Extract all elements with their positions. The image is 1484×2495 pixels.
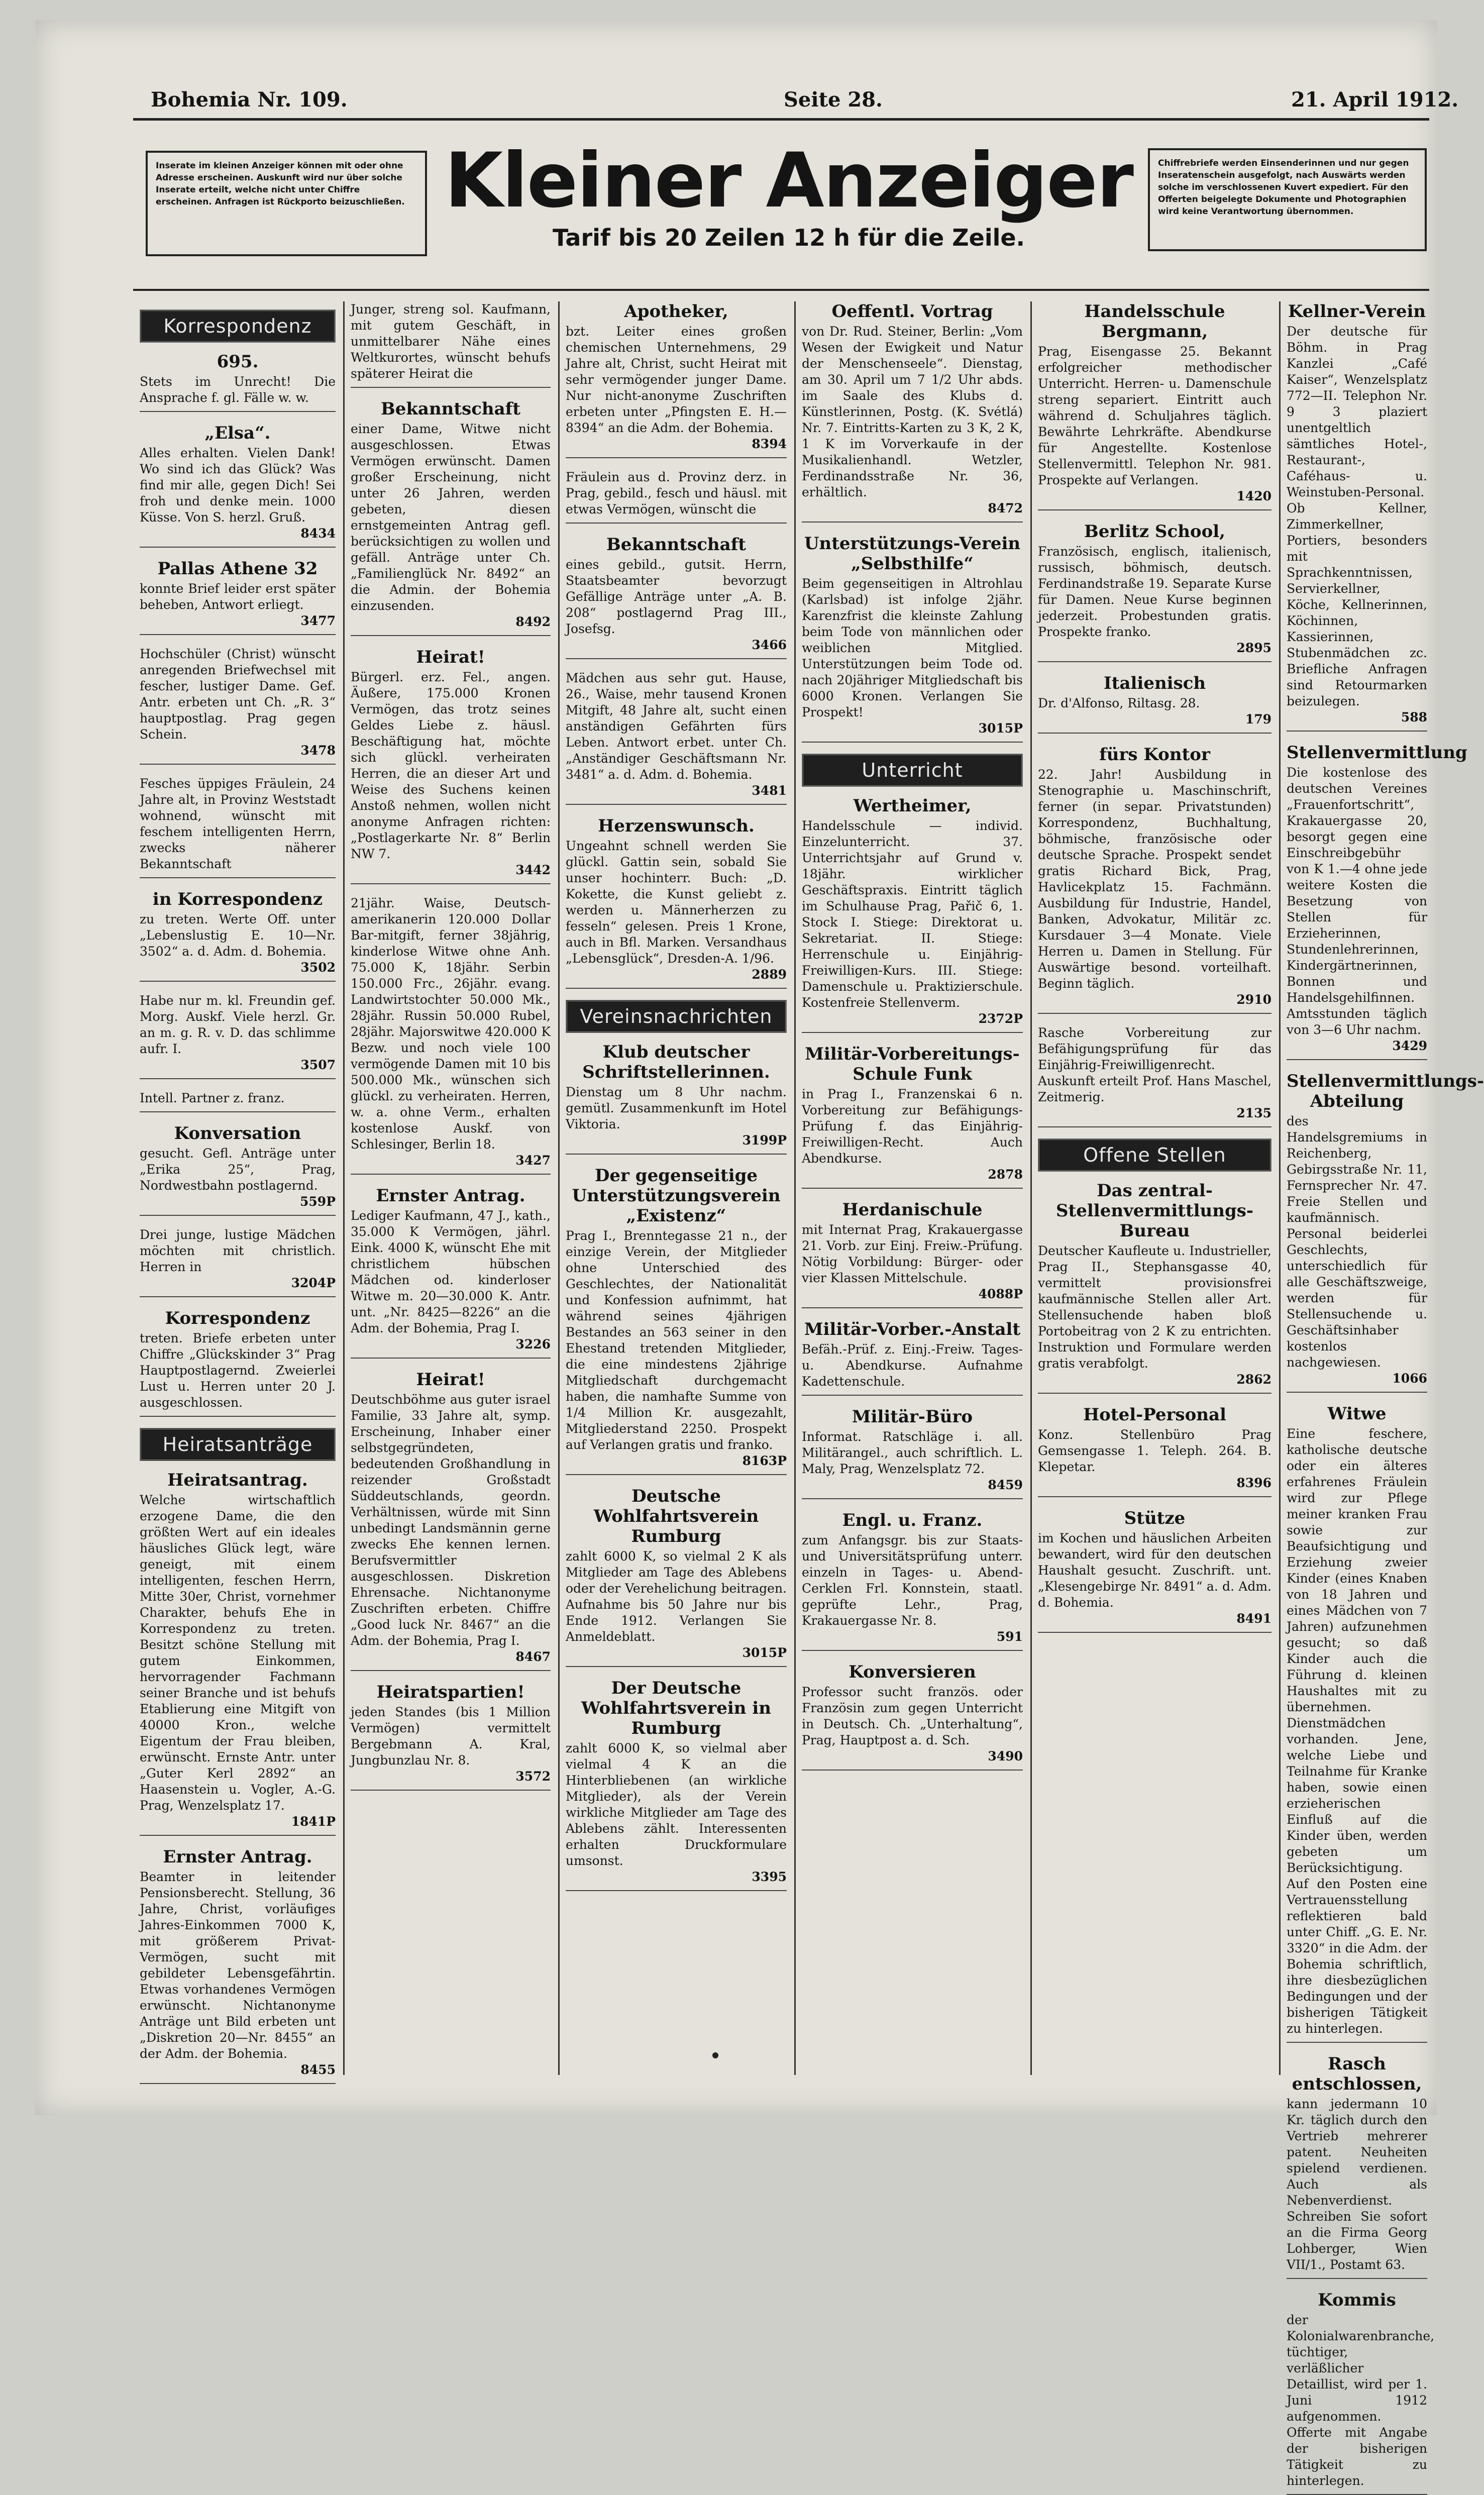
classified-ad — [140, 1227, 336, 1297]
ad-number: 8394 — [752, 437, 787, 451]
classified-ad — [1287, 743, 1467, 1060]
classified-ad — [140, 1470, 336, 1836]
ad-text: Dr. d'Alfonso, Riltasg. 28. — [1038, 696, 1200, 710]
ad-text: 21jähr. Waise, Deutsch-amerikanerin 120.000 Dollar Bar-mitgift, ferner 38jährig, kinderlose Witwe ohne Anh. 75.000 K, 18jähr. Serbin 150.000 Frc., 26jähr. evang. Landwirtstochter 50.000 Mk., 28jähr. Russin 50.000 Rubel, 28jähr. Majorswitwe 420.000 K Bezw. und noch viele 100 vermögende Damen mit 10 bis 500.000 Mk., wünschen sich glückl. zu verheiraten. Herren, w. a. ohne Verm., erhalten kostenlose Auskf. von Schlesinger, Berlin 18. — [351, 896, 551, 1152]
classified-ad — [802, 1319, 1023, 1396]
ad-number: 2372P — [978, 1011, 1023, 1026]
classified-ad — [566, 1166, 787, 1475]
ad-text: 22. Jahr! Ausbildung in Stenographie u. Maschinschrift, ferner (in separ. Privatstunden) Korrespondenz, Buchhaltung, böhmische, französische oder deutsche Sprache. Prospekt sendet gratis Richard Bick, Prag, Havlicekplatz 15. Fachmänn. Ausbildung für Industrie, Handel, Banken, Advokatur, Militär zc. Kursdauer 3—4 Monate. Viele Herren u. Damen in Stellung. Für Auswärtige besond. vorteilhaft. Beginn täglich. — [1038, 767, 1271, 991]
classified-ad — [1038, 301, 1271, 510]
ad-heading: Bekanntschaft — [380, 399, 521, 419]
ad-number: 8455 — [300, 2062, 336, 2077]
ad-heading: Herzenswunsch. — [598, 816, 755, 836]
classified-ad — [566, 469, 787, 524]
ad-number: 8472 — [988, 501, 1023, 515]
ad-text: bzt. Leiter eines großen chemischen Unternehmens, 29 Jahre alt, Christ, sucht Heirat mit sehr vermögender junger Dame. Nur nicht-anonyme Zuschriften erbeten unter „Pfingsten E. H.—8394“ an die Adm. der Bohemia. — [566, 324, 787, 435]
ad-text: Bürgerl. erz. Fel., angen. Äußere, 175.000 Kronen Vermögen, das trotz seines Geldes Liebe z. häusl. Beschäftigung hat, möchte sich glückl. verheiraten Herren, die an dieser Art und Weise des Suchens keinen Anstoß nehmen, wollen nicht anonyme Anfragen richten: „Postlagerkarte Nr. 8“ Berlin NW 7. — [351, 670, 551, 861]
ad-heading: Rasch entschlossen, — [1292, 2054, 1422, 2094]
column-3 — [561, 301, 792, 2075]
ad-text: von Dr. Rud. Steiner, Berlin: „Vom Wesen der Ewigkeit und Natur der Menschenseele“. Dienstag, am 30. April um 7 1/2 Uhr abds. im Saale des Klubs d. Künstlerinnen, Postg. (K. Svétlá) Nr. 7. Eintritts-Karten zu 3 K, 2 K, 1 K im Vorverkaufe in der Musikalienhandl. Wetzler, Ferdinandsstraße Nr. 36, erhältlich. — [802, 324, 1023, 499]
classified-ad — [140, 646, 336, 765]
page-dot — [712, 2052, 718, 2058]
ad-number: 2862 — [1236, 1372, 1271, 1387]
ad-text: Stets im Unrecht! Die Ansprache f. gl. Fälle w. w. — [140, 374, 336, 405]
ad-text: Rasche Vorbereitung zur Befähigungsprüfung für das Einjährig-Freiwilligenrecht. Auskunft erteilt Prof. Hans Maschel, Zeitmerig. — [1038, 1025, 1271, 1104]
section-title: Kleiner Anzeiger — [445, 137, 1133, 225]
ad-number: 3204P — [291, 1276, 336, 1290]
ad-heading: Heiratspartien! — [376, 1682, 525, 1702]
classified-ad — [566, 535, 787, 659]
ad-number: 2878 — [988, 1167, 1023, 1182]
ad-heading: Bekanntschaft — [606, 535, 747, 555]
ad-number: 3478 — [300, 743, 336, 758]
ad-number: 1420 — [1236, 489, 1271, 503]
ad-heading: Kellner-Verein — [1288, 301, 1426, 322]
ad-text: Prag, Eisengasse 25. Bekannt erfolgreicher methodischer Unterricht. Herren- u. Damenschule streng separiert. Eintritt auch während d. Schuljahres täglich. Bewährte Lehrkräfte. Abendkurse für Angestellte. Kostenlose Stellenvermittl. Telephon Nr. 981. Prospekte auf Verlangen. — [1038, 344, 1271, 487]
ad-heading: Apotheker, — [624, 301, 728, 322]
ad-text: Dienstag um 8 Uhr nachm. gemütl. Zusammenkunft im Hotel Viktoria. — [566, 1085, 787, 1131]
classified-ad — [140, 776, 336, 878]
ad-heading: Heirat! — [416, 1370, 485, 1390]
classified-ad — [566, 670, 787, 805]
ad-number: 4088P — [978, 1287, 1023, 1301]
classified-ad — [351, 1186, 551, 1359]
classified-ad — [351, 301, 551, 388]
classified-ad — [1038, 1405, 1271, 1497]
ad-text: Deutschböhme aus guter israel Familie, 33 Jahre alt, symp. Erscheinung, Inhaber einer selbstgegründeten, bedeutenden Großhandlung in reizender Großstadt Süddeutschlands, geordn. Verhältnissen, würde mit Sinn unbedingt Landsmännin gerne zwecks Ehe kennen lernen. Berufsvermittler ausgeschlossen. Diskretion Ehrensache. Nichtanonyme Zuschriften erbeten. Chiffre „Good luck Nr. 8467“ an die Adm. der Bohemia, Prag I. — [351, 1392, 551, 1648]
column-rule — [1279, 301, 1281, 2075]
ad-number: 3507 — [300, 1058, 336, 1072]
ad-number: 3015P — [978, 721, 1023, 736]
ad-text: Fräulein aus d. Provinz derz. in Prag, gebild., fesch und häusl. mit etwas Vermögen, wünscht die — [566, 470, 787, 516]
ad-text: Intell. Partner z. franz. — [140, 1091, 285, 1105]
section-header-unterricht: Unterricht — [802, 754, 1023, 787]
classified-ad — [140, 1123, 336, 1216]
ad-text: Informat. Ratschläge i. all. Militärangel., auch schriftlich. L. Maly, Prag, Wenzelsplatz 72. — [802, 1429, 1023, 1476]
ad-heading: Konversation — [174, 1123, 301, 1143]
classified-ad — [1038, 673, 1271, 734]
ad-number: 591 — [996, 1629, 1023, 1644]
ad-heading: fürs Kontor — [1099, 745, 1210, 765]
ad-text: zahlt 6000 K, so vielmal 2 K als Mitglieder am Tage des Ablebens oder der Verehelichung beitragen. Aufnahme bis 50 Jahre nur bis Ende 1912. Verlangen Sie Anmeldeblatt. — [566, 1549, 787, 1644]
ad-number: 3442 — [515, 863, 551, 877]
column-rule — [343, 301, 345, 2075]
ad-heading: Deutsche Wohlfahrtsverein Rumburg — [593, 1486, 759, 1546]
ad-text: zu treten. Werte Off. unter „Lebenslustig E. 10—Nr. 3502“ a. d. Adm. d. Bohemia. — [140, 912, 336, 959]
classified-ad — [140, 1308, 336, 1417]
ad-text: Hochschüler (Christ) wünscht anregenden Briefwechsel mit fescher, lustiger Dame. Gef. Antr. erbeten unt Ch. „R. 3“ hauptpostlag. Prag gegen Schein. — [140, 647, 336, 742]
ad-list-korrespondenz — [140, 352, 336, 1417]
ad-number: 3490 — [988, 1749, 1023, 1763]
masthead-rule — [133, 289, 1429, 291]
ad-text: zahlt 6000 K, so vielmal aber vielmal 4 K an die Hinterbliebenen (an wirkliche Mitglieder), als der Verein wirkliche Mitglieder am Tage des Ablebens zählt. Interessenten erhalten Druckformulare umsonst. — [566, 1741, 787, 1868]
ad-number: 3481 — [752, 783, 787, 798]
ad-text: Beamter in leitender Pensionsberecht. Stellung, 36 Jahre, Christ, vorläufiges Jahres-Einkommen 7000 K, mit größerem Privat-Vermögen, sucht mit gebildeter Lebensgefährtin. Etwas vorhandenes Vermögen erwünscht. Nichtanonyme Anträge unt Bild erbeten unt „Diskretion 20—Nr. 8455“ an der Adm. der Bohemia. — [140, 1869, 336, 2061]
classified-ad — [1287, 2054, 1427, 2279]
classified-ad — [566, 1486, 787, 1667]
masthead — [442, 137, 1135, 251]
ad-heading: Italienisch — [1103, 673, 1206, 693]
ad-heading: Unterstützungs-Verein „Selbsthilfe“ — [804, 534, 1021, 574]
ad-heading: Handelsschule Bergmann, — [1084, 301, 1225, 342]
ad-heading: Militär-Vorber.-Anstalt — [804, 1319, 1021, 1339]
ad-number: 8434 — [300, 526, 336, 541]
classified-ad — [351, 399, 551, 636]
ad-heading: Korrespondenz — [165, 1308, 310, 1328]
ad-text: Beim gegenseitigen in Altrohlau (Karlsbad) ist infolge 2jähr. Karenzfrist die kleinste Zahlung beim Tode von männlichen oder weiblichen Mitglied. Unterstützungen beim Tode od. nach 20jähriger Mitgliedschaft bis 6000 Kronen. Verlangen Sie Prospekt! — [802, 576, 1023, 719]
issue-date: 21. April 1912. — [1291, 88, 1459, 112]
ad-heading: Oeffentl. Vortrag — [831, 301, 993, 322]
ad-text: eines gebild., gutsit. Herrn, Staatsbeamter bevorzugt Gefällige Anträge unter „A. B. 208“ postlagernd Prag III., Josefsg. — [566, 557, 787, 636]
ad-number: 559P — [300, 1194, 336, 1209]
column-2 — [346, 301, 556, 2075]
ad-text: Habe nur m. kl. Freundin gef. Morg. Auskf. Viele herzl. Gr. an m. g. R. v. D. das schlimme aufr. I. — [140, 993, 336, 1056]
ad-number: 179 — [1245, 712, 1271, 726]
ad-text: mit Internat Prag, Krakauergasse 21. Vorb. zur Einj. Freiw.-Prüfung. Nötig Vorbildung: Bürger- oder vier Klassen Mittelschule. — [802, 1222, 1023, 1285]
ad-list-column-3 — [566, 301, 787, 989]
classified-ad — [802, 1200, 1023, 1308]
classified-ad — [351, 1370, 551, 1671]
ad-text: konnte Brief leider erst später beheben, Antwort erliegt. — [140, 581, 336, 612]
ad-number: 2910 — [1236, 992, 1271, 1007]
classified-ad — [802, 796, 1023, 1033]
ad-number: 3572 — [515, 1769, 551, 1784]
notice-left: Inserate im kleinen Anzeiger können mit oder ohne Adresse erscheinen. Auskunft wird nur über solche Inserate erteilt, welche nicht unter Chiffre erscheinen. Anfragen ist Rückporto beizuschließen. — [146, 151, 427, 256]
ad-text: des Handelsgremiums in Reichenberg, Gebirgsstraße Nr. 11, Fernsprecher Nr. 47. Freie Stellen und kaufmännisch. Personal beiderlei Geschlechts, unterschiedlich für alle Geschäftszweige, werden für Stellensuchende u. Geschäftsinhaber kostenlos nachgewiesen. — [1287, 1114, 1427, 1370]
ad-text: Prag I., Brenntegasse 21 n., der einzige Verein, der Mitglieder ohne Unterschied des Geschlechtes, der Nationalität und Konfession aufnimmt, hat während seines 4jährigen Bestandes an 563 seiner in den Ehestand tretenden Mitglieder, die eine mindestens 2jährige Mitgliedschaft durchgemacht haben, die namhafte Summe von 1/4 Million Kr. ausgezahlt, Mitgliederstand 2250. Prospekt auf Verlangen gratis und franko. — [566, 1228, 787, 1452]
ad-heading: Herdanischule — [842, 1200, 983, 1220]
ad-text: Alles erhalten. Vielen Dank! Wo sind ich das Glück? Was find mir alle, gegen Dich! Sei froh und denke mein. 1000 Küsse. Von S. herzl. Gruß. — [140, 446, 336, 525]
ad-text: treten. Briefe erbeten unter Chiffre „Glückskinder 3“ Prag Hauptpostlagernd. Zweierlei Lust u. Herren unter 20 J. ausgeschlossen. — [140, 1331, 336, 1410]
ad-list-vereinsnachrichten — [566, 1042, 787, 1891]
ad-heading: Heiratsantrag. — [167, 1470, 308, 1490]
column-1 — [135, 301, 341, 2075]
classified-ad — [566, 301, 787, 458]
ad-heading: Heirat! — [416, 647, 485, 667]
section-header-offene-stellen: Offene Stellen — [1038, 1138, 1271, 1172]
ad-text: der Kolonialwarenbranche, tüchtiger, verläßlicher Detaillist, wird per 1. Juni 1912 aufgenommen. Offerte mit Angabe der bisherigen Tätigkeit zu hinterlegen. — [1287, 2313, 1435, 2488]
ad-number: 8491 — [1236, 1611, 1271, 1626]
section-header-vereinsnachrichten: Vereinsnachrichten — [566, 1000, 787, 1033]
classified-ad — [802, 301, 1023, 523]
classified-ad — [140, 559, 336, 635]
ad-heading: Der Deutsche Wohlfahrtsverein in Rumburg — [581, 1678, 771, 1738]
ad-text: Ungeahnt schnell werden Sie glückl. Gattin sein, sobald Sie unser hochinterr. Buch: „D. Kokette, die Kunst geliebt z. werden u. Männerherzen zu fesseln“ gelesen. Preis 1 Krone, auch in Bfl. Marken. Versandhaus „Lebensglück“, Dresden-A. 1/96. — [566, 839, 787, 966]
classified-ad — [566, 1042, 787, 1155]
page-number: Seite 28. — [784, 88, 883, 112]
ad-text: Deutscher Kaufleute u. Industrieller, Prag II., Stephansgasse 40, vermittelt provisionsfrei kaufmännische Stellen aller Art. Stellensuchende haben bloß Portobeitrag von 2 K zu entrichten. Instruktion und Formulare werden gratis verabfolgt. — [1038, 1243, 1271, 1371]
ad-heading: Stellenvermittlungs-Abteilung — [1287, 1071, 1484, 1111]
classified-ad — [1038, 1181, 1271, 1394]
ad-heading: Stütze — [1124, 1508, 1186, 1528]
ad-number: 3466 — [752, 638, 787, 652]
ad-text: einer Dame, Witwe nicht ausgeschlossen. Etwas Vermögen erwünscht. Damen großer Erscheinung, nicht unter 26 Jahren, werden gebeten, diesen ernstgemeinten Antrag gefl. berücksichtigen zu wollen und gefäll. Anträge unter Ch. „Familienglück Nr. 8492“ an die Admin. der Bohemia einzusenden. — [351, 422, 551, 613]
ad-number: 3502 — [300, 960, 336, 975]
ad-text: Mädchen aus sehr gut. Hause, 26., Waise, mehr tausend Kronen Mitgift, 48 Jahre alt, sucht einen anständigen Gefährten fürs Leben. Antwort erbet. unter Ch. „Anständiger Geschäftsmann Nr. 3481“ a. d. Adm. d. Bohemia. — [566, 671, 787, 782]
ad-heading: Klub deutscher Schriftstellerinnen. — [582, 1042, 770, 1082]
ad-text: Lediger Kaufmann, 47 J., kath., 35.000 K Vermögen, jährl. Eink. 4000 K, wünscht Ehe mit christlichem hübschen Mädchen od. kinderloser Witwe m. 20—30.000 K. Antr. unt. „Nr. 8425—8226“ an die Adm. der Bohemia, Prag I. — [351, 1208, 551, 1335]
classified-ad — [566, 816, 787, 989]
ad-text: in Prag I., Franzenskai 6 n. Vorbereitung zur Befähigungs-Prüfung f. das Einjährig-Freiwilligen-Recht. Auch Abendkurse. — [802, 1087, 1023, 1166]
ad-number: 8467 — [515, 1649, 551, 1664]
ad-text: Konz. Stellenbüro Prag Gemsengasse 1. Teleph. 264. B. Klepetar. — [1038, 1427, 1271, 1474]
column-4 — [797, 301, 1028, 2075]
ad-heading: Hotel-Personal — [1083, 1405, 1226, 1425]
ad-text: Drei junge, lustige Mädchen möchten mit christlich. Herren in — [140, 1227, 336, 1274]
ad-number: 3015P — [742, 1645, 787, 1660]
ad-list-column-4 — [802, 301, 1023, 743]
ad-heading: Witwe — [1327, 1404, 1387, 1424]
ad-heading: Berlitz School, — [1084, 522, 1226, 542]
classified-ad — [1287, 1071, 1484, 1393]
column-rule — [558, 301, 560, 2075]
classified-ad — [1287, 1404, 1427, 2043]
classified-ad — [140, 889, 336, 982]
ad-text: Fesches üppiges Fräulein, 24 Jahre alt, in Provinz Weststadt wohnend, wünscht mit feschem intelligenten Herrn, zwecks näherer Bekanntschaft — [140, 776, 336, 871]
column-rule — [1030, 301, 1032, 2075]
ad-number: 3429 — [1392, 1038, 1427, 1053]
ad-number: 3226 — [515, 1337, 551, 1352]
header-rule — [133, 118, 1429, 121]
ad-heading: Militär-Vorbereitungs-Schule Funk — [805, 1044, 1020, 1084]
ad-list-offene-stellen — [1038, 1181, 1271, 1633]
classified-ad — [802, 1044, 1023, 1189]
ad-heading: Ernster Antrag. — [376, 1186, 525, 1206]
classified-ad — [351, 1682, 551, 1791]
section-header-heiratsantraege: Heiratsanträge — [140, 1428, 336, 1461]
classified-ad — [351, 895, 551, 1175]
classified-ad — [1287, 2290, 1435, 2495]
ad-heading: Kommis — [1318, 2290, 1396, 2310]
ad-text: kann jedermann 10 Kr. täglich durch den Vertrieb mehrerer patent. Neuheiten spielend verdienen. Auch als Nebenverdienst. Schreiben Sie sofort an die Firma Georg Lohberger, Wien VII/1., Postamt 63. — [1287, 2097, 1427, 2272]
column-rule — [794, 301, 796, 2075]
ad-text: zum Anfangsgr. bis zur Staats- und Universitätsprüfung unterr. einzeln in Tages- u. Abend-Cerklen Frl. Konnstein, staatl. geprüfte Lehr., Prag, Krakauergasse Nr. 8. — [802, 1533, 1023, 1628]
ad-text: im Kochen und häuslichen Arbeiten bewandert, wird für den deutschen Haushalt gesucht. Zuschrift. unt. „Klesengebirge Nr. 8491“ a. d. Adm. d. Bohemia. — [1038, 1531, 1271, 1610]
ad-text: Die kostenlose des deutschen Vereines „Frauenfortschritt“, Krakauergasse 20, besorgt gegen eine Einschreibgebühr von K 1.—4 ohne jede weitere Kosten die Besetzung von Stellen für Erzieherinnen, Stundenlehrerinnen, Kindergärtnerinnen, Bonnen und Handelsgehilfinnen. Amtsstunden täglich von 3—6 Uhr nachm. — [1287, 765, 1427, 1037]
ad-number: 588 — [1401, 710, 1427, 724]
tariff-line: Tarif bis 20 Zeilen 12 h für die Zeile. — [552, 224, 1025, 251]
ad-text: Professor sucht französ. oder Französin zum gegen Unterricht in Deutsch. Ch. „Unterhaltung“, Prag, Hauptpost a. d. Sch. — [802, 1685, 1023, 1747]
ad-list-column-5 — [1038, 301, 1271, 1127]
ad-list-heiratsantraege — [140, 1470, 336, 2084]
ad-number: 3427 — [515, 1153, 551, 1168]
classified-ad — [351, 647, 551, 884]
classified-ad — [1038, 1025, 1271, 1127]
classified-ad — [1038, 745, 1271, 1014]
ad-heading: Ernster Antrag. — [163, 1847, 312, 1867]
ad-number: 1841P — [291, 1814, 336, 1829]
ad-number: 8492 — [515, 614, 551, 629]
column-5 — [1033, 301, 1277, 2075]
ad-heading: Das zentral-Stellenvermittlungs-Bureau — [1055, 1181, 1254, 1241]
ad-number: 1066 — [1392, 1371, 1427, 1386]
ad-heading: „Elsa“. — [204, 423, 271, 443]
classified-ad — [802, 534, 1023, 743]
classified-ad — [140, 423, 336, 548]
ad-number: 3395 — [752, 1869, 787, 1884]
ad-list-column-6 — [1287, 301, 1484, 2495]
ad-text: jeden Standes (bis 1 Million Vermögen) vermittelt Bergebmann A. Kral, Jungbunzlau Nr. 8. — [351, 1705, 551, 1768]
classified-ad — [802, 1510, 1023, 1651]
classified-ad — [802, 1407, 1023, 1499]
ad-text: Der deutsche für Böhm. in Prag Kanzlei „Café Kaiser“, Wenzelsplatz 772—II. Telephon Nr. 9 3 plaziert unentgeltlich sämtliches Hotel-, Restaurant-, Caféhaus- u. Weinstuben-Personal. Ob Kellner, Zimmerkellner, Portiers, besonders mit Sprachkenntnissen, Servierkellner, Köche, Kellnerinnen, Köchinnen, Kassierinnen, Stubenmädchen zc. Briefliche Anfragen sind Retourmarken beizulegen. — [1287, 324, 1427, 708]
notice-right: Chiffrebriefe werden Einsenderinnen und nur gegen Inseratenschein ausgefolgt, nach Auswärts werden solche im verschlossenen Kuvert expediert. Für den Offerten beigelegte Dokumente und Photographien wird keine Verantwortung übernommen. — [1148, 148, 1427, 251]
ad-heading: in Korrespondenz — [152, 889, 323, 909]
ad-heading: Stellenvermittlung — [1287, 743, 1467, 763]
ad-number: 2135 — [1236, 1106, 1271, 1120]
ad-number: 2889 — [752, 967, 787, 982]
ad-number: 3477 — [300, 613, 336, 628]
ad-text: Junger, streng sol. Kaufmann, mit gutem Geschäft, in unmittelbarer Nähe eines Weltkurortes, wünscht behufs späterer Heirat die — [351, 302, 551, 381]
ad-list-unterricht — [802, 796, 1023, 1771]
ad-text: Französisch, englisch, italienisch, russisch, böhmisch, deutsch. Ferdinandstraße 19. Separate Kurse für Damen. Neue Kurse beginnen jederzeit. Probestunden gratis. Prospekte franko. — [1038, 544, 1271, 639]
ad-text: Befäh.-Prüf. z. Einj.-Freiw. Tages- u. Abendkurse. Aufnahme Kadettenschule. — [802, 1342, 1023, 1389]
ad-text: Welche wirtschaftlich erzogene Dame, die den größten Wert auf ein ideales häusliches Glück legt, wäre geneigt, mit einem intelligenten, feschen Herrn, Mitte 30er, Christ, vornehmer Charakter, behufs Ehe in Korrespondenz zu treten. Besitzt schöne Stellung mit gutem Einkommen, hervorragender Fachmann seiner Branche und ist behufs Etablierung eine Mitgift von 40000 Kron., welche Eigentum der Frau bleiben, erwünscht. Ernste Antr. unter „Guter Kerl 2892“ an Haasenstein u. Vogler, A.-G. Prag, Wenzelsplatz 17. — [140, 1493, 336, 1813]
ad-heading: Konversieren — [849, 1662, 976, 1682]
classified-ad — [1038, 522, 1271, 662]
classified-ad — [140, 352, 336, 412]
ad-heading: Militär-Büro — [852, 1407, 973, 1427]
ad-list-column-2 — [351, 301, 551, 1791]
ad-number: 8459 — [988, 1478, 1023, 1492]
ad-heading: 695. — [217, 352, 259, 372]
section-header-korrespondenz: Korrespondenz — [140, 309, 336, 343]
classified-ad — [140, 1847, 336, 2084]
running-head-left: Bohemia Nr. 109. — [151, 88, 348, 112]
classified-ad — [802, 1662, 1023, 1771]
classified-ad — [1287, 301, 1427, 732]
classified-ad — [140, 993, 336, 1079]
column-6 — [1282, 301, 1484, 2488]
ad-heading: Pallas Athene 32 — [157, 559, 318, 579]
ad-text: gesucht. Gefl. Anträge unter „Erika 25“, Prag, Nordwestbahn postlagernd. — [140, 1146, 336, 1193]
classified-ad — [566, 1678, 787, 1891]
ad-heading: Der gegenseitige Unterstützungsverein „Existenz“ — [572, 1166, 781, 1226]
ad-number: 2895 — [1236, 641, 1271, 655]
ad-text: Eine feschere, katholische deutsche oder ein älteres erfahrenes Fräulein wird zur Pflege meiner kranken Frau sowie zur Beaufsichtigung und Erziehung zweier Kinder (eines Knaben von 18 Jahren und eines Mädchen von 7 Jahren) aufzunehmen gesucht; so daß Kinder auch die Führung d. kleinen Haushaltes mit zu übernehmen. Dienstmädchen vorhanden. Jene, welche Liebe und Teilnahme für Kranke haben, sowie einen erzieherischen Einfluß auf die Kinder üben, werden gebeten um Berücksichtigung. Auf den Posten eine Vertrauensstellung reflektieren bald unter Chiff. „G. E. Nr. 3320“ in die Adm. der Bohemia schriftlich, ihre diesbezüglichen Bedingungen und der bisherigen Tätigkeit zu hinterlegen. — [1287, 1426, 1427, 2036]
classified-ad — [1038, 1508, 1271, 1633]
ad-heading: Engl. u. Franz. — [842, 1510, 983, 1530]
ad-number: 8163P — [742, 1453, 787, 1468]
classified-ad — [140, 1090, 336, 1112]
ad-text: Handelsschule — individ. Einzelunterricht. 37. Unterrichtsjahr auf Grund v. 18jähr. wirklicher Geschäftspraxis. Eintritt täglich im Schulhause Prag, Pařič 6, 1. Stock I. Stiege: Direktorat u. Sekretariat. II. Stiege: Herrenschule u. Einjährig-Freiwilligen-Kurs. III. Stiege: Damenschule u. Praktizierschule. Kostenfreie Stellenverm. — [802, 818, 1023, 1010]
ad-number: 8396 — [1236, 1476, 1271, 1490]
ad-number: 3199P — [742, 1133, 787, 1148]
ad-heading: Wertheimer, — [853, 796, 972, 816]
